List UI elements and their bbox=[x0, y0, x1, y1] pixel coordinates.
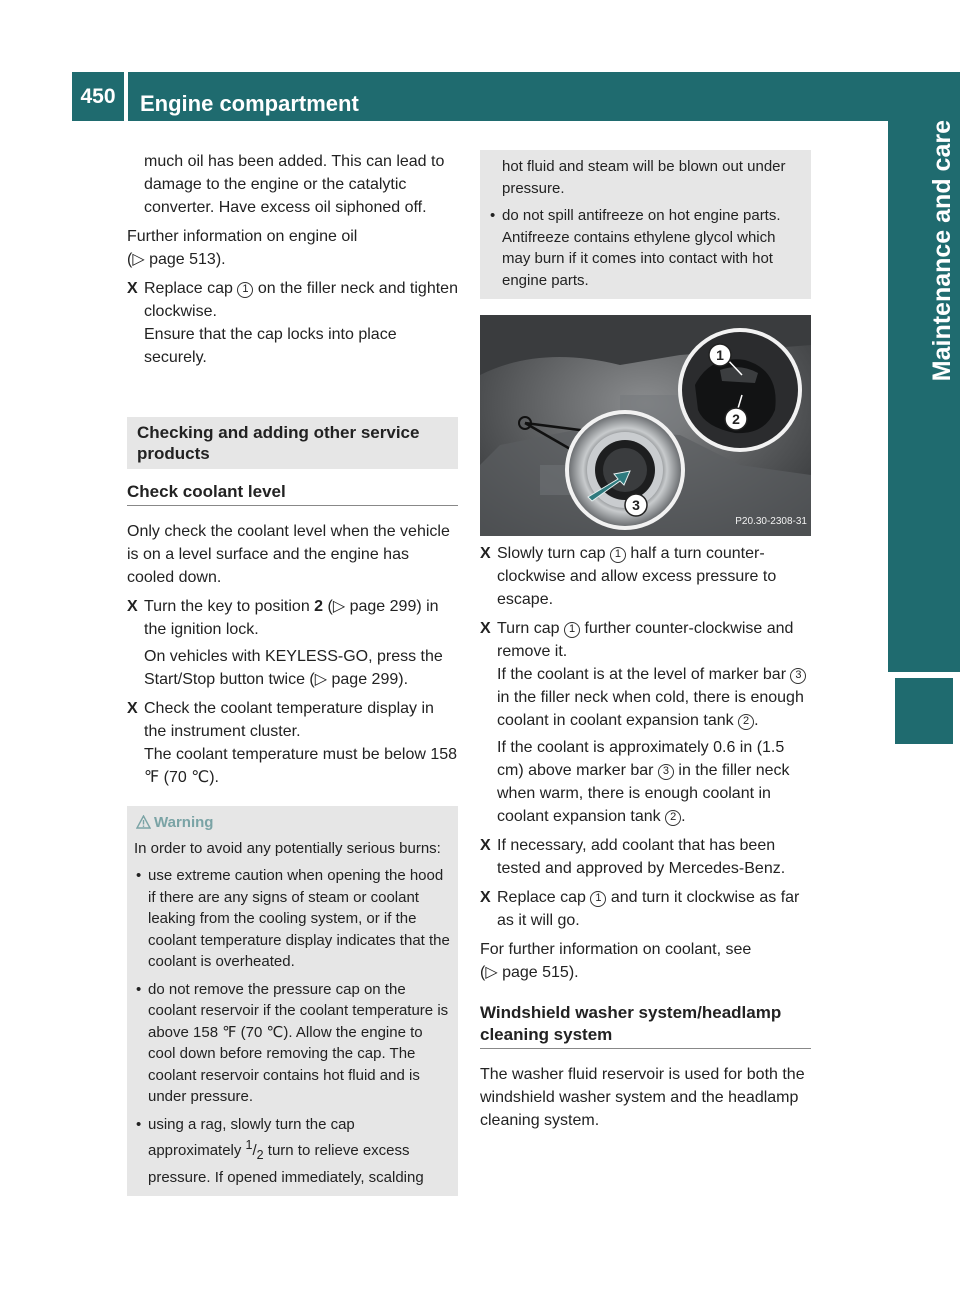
side-tab-block bbox=[895, 678, 953, 744]
step-marker-icon: X bbox=[480, 620, 491, 637]
step-marker-icon: X bbox=[127, 280, 138, 297]
step-replace-cap: X Replace cap 1 on the filler neck and tighten clockwise. Ensure that the cap locks into place securely. bbox=[127, 277, 458, 369]
callout-3: 3 bbox=[658, 764, 674, 780]
step-turn-key: X Turn the key to position 2 (▷ page 299) in the ignition lock. On vehicles with KEYLESS-GO, press the Start/Stop button twice (▷ page 299). bbox=[127, 595, 458, 691]
further-coolant-info: For further information on coolant, see (▷ page 515). bbox=[480, 941, 752, 981]
page-link-513[interactable]: (▷ page 513). bbox=[127, 251, 226, 268]
svg-text:1: 1 bbox=[716, 347, 724, 363]
step-slowly-turn-cap: X Slowly turn cap 1 half a turn counter-clockwise and allow excess pressure to escape. bbox=[480, 542, 811, 611]
warning-bullet-4: • do not spill antifreeze on hot engine parts. Antifreeze contains ethylene glycol which may burn if it comes into contact with hot engine parts. bbox=[488, 205, 803, 291]
warm-level-note: If the coolant is approximately 0.6 in (1.5 cm) above marker bar 3 in the filler neck when warm, there is enough coolant in coolant expansion tank 2 . bbox=[497, 739, 790, 825]
step-marker-icon: X bbox=[480, 837, 491, 854]
callout-1: 1 bbox=[610, 547, 626, 563]
step-marker-icon: X bbox=[480, 889, 491, 906]
coolant-intro: Only check the coolant level when the vehicle is on a level surface and the engine has cooled down. bbox=[127, 523, 450, 586]
engine-photo bbox=[480, 315, 811, 536]
engine-illustration bbox=[480, 315, 811, 536]
subheading-coolant: Check coolant level bbox=[127, 481, 458, 506]
callout-1: 1 bbox=[564, 622, 580, 638]
svg-text:2: 2 bbox=[732, 411, 740, 427]
callout-2: 2 bbox=[738, 714, 754, 730]
step-remove-cap: X Turn cap 1 further counter-clockwise and remove it. If the coolant is at the level of marker bar 3 in the filler neck when cold, there is enough coolant in coolant expansion tank 2 . If the coolant is approximately 0.6 in (1.5 cm) above marker bar 3 in the filler neck when warm, there is enough coolant in coolant expansion tank 2 . bbox=[480, 617, 811, 828]
header-separator bbox=[124, 72, 128, 121]
warning-intro: In order to avoid any potentially serious burns: bbox=[134, 839, 441, 857]
continued-paragraph: much oil has been added. This can lead to damage to the engine or the catalytic converter. Have excess oil siphoned off. bbox=[144, 153, 445, 216]
warning-bullet-2: • do not remove the pressure cap on the coolant reservoir if the coolant temperature is above 158 ℉ (70 ℃). Allow the engine to cool down before removing the cap. The coolant reservoir contains hot fluid and is under pressure. bbox=[134, 979, 451, 1108]
step-check-temperature: X Check the coolant temperature display in the instrument cluster. The coolant temperature must be below 158 ℉ (70 ℃). bbox=[127, 697, 458, 789]
further-oil-info: Further information on engine oil (▷ page 513). bbox=[127, 228, 358, 268]
warning-continued-text: hot fluid and steam will be blown out under pressure. bbox=[502, 158, 786, 197]
warning-box bbox=[127, 806, 458, 1196]
page-link-515[interactable]: (▷ page 515). bbox=[480, 964, 579, 981]
warning-heading: Warning bbox=[134, 812, 451, 834]
callout-2: 2 bbox=[665, 810, 681, 826]
step-marker-icon: X bbox=[127, 598, 138, 615]
callout-1: 1 bbox=[590, 891, 606, 907]
washer-paragraph: The washer fluid reservoir is used for both the windshield washer system and the headlamp cleaning system. bbox=[480, 1066, 805, 1129]
callout-3: 3 bbox=[790, 668, 806, 684]
keyless-go-note: On vehicles with KEYLESS-GO, press the Start/Stop button twice (▷ page 299). bbox=[144, 648, 443, 688]
warning-bullet-1: • use extreme caution when opening the hood if there are any signs of steam or coolant leaking from the cooling system, or if the coolant temperature display indicates that the coolant is overheated. bbox=[134, 865, 451, 973]
warning-triangle-icon bbox=[136, 814, 151, 836]
page-number: 450 bbox=[80, 85, 116, 108]
callout-1: 1 bbox=[237, 282, 253, 298]
page-title: Engine compartment bbox=[140, 91, 359, 116]
callout-2-marker bbox=[725, 408, 747, 430]
svg-text:3: 3 bbox=[632, 497, 640, 513]
step-marker-icon: X bbox=[480, 545, 491, 562]
left-column bbox=[127, 150, 458, 1196]
step-marker-icon: X bbox=[127, 700, 138, 717]
subheading-washer: Windshield washer system/headlamp cleaning system bbox=[480, 1002, 811, 1049]
callout-3-marker bbox=[625, 494, 647, 516]
right-column bbox=[480, 150, 811, 1132]
step-replace-cap-final: X Replace cap 1 and turn it clockwise as far as it will go. bbox=[480, 886, 811, 932]
warning-bullet-3: • using a rag, slowly turn the cap approximately $^1/_2$ turn to relieve excess pressure. If opened immediately, scalding bbox=[134, 1114, 451, 1189]
section-heading: Checking and adding other service products bbox=[127, 417, 458, 469]
photo-reference-code: P20.30-2308-31 bbox=[735, 516, 807, 527]
step-add-coolant: X If necessary, add coolant that has been tested and approved by Mercedes-Benz. bbox=[480, 834, 811, 880]
warning-box-continued bbox=[480, 150, 811, 299]
side-tab-label: Maintenance and care bbox=[928, 120, 956, 382]
callout-1-marker bbox=[709, 344, 731, 366]
